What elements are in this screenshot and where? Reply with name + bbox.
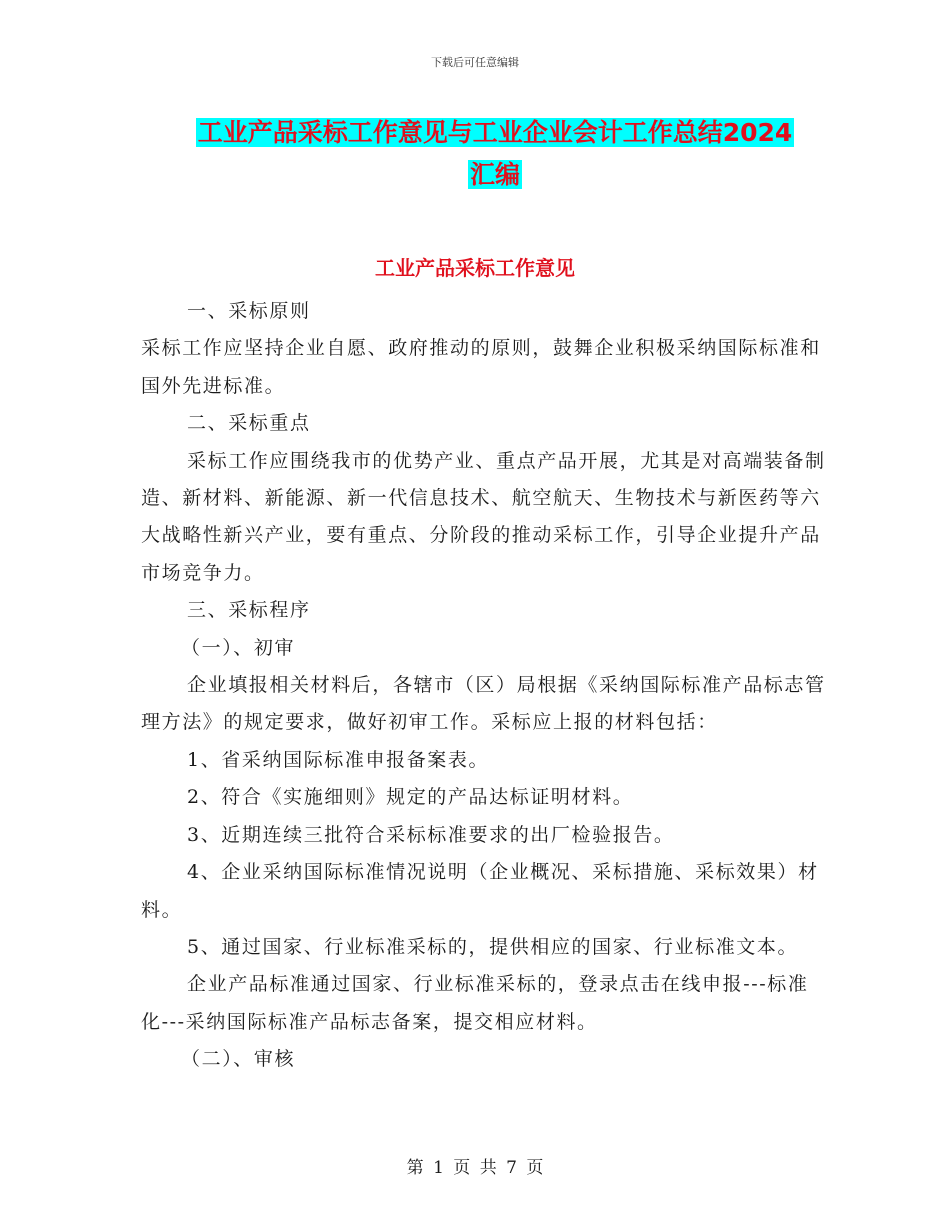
paragraph-initial-review: 企业填报相关材料后，各辖市（区）局根据《采纳国际标准产品标志管理方法》的规定要求，做好初审工作。采标应上报的材料包括： [141, 674, 826, 734]
heading-focus: 二、采标重点 [187, 412, 311, 435]
heading-procedure: 三、采标程序 [187, 599, 311, 622]
paragraph-principle: 采标工作应坚持企业自愿、政府推动的原则，鼓舞企业积极采纳国际标准和国外先进标准。 [141, 337, 821, 397]
page-footer: 第 1 页 共 7 页 [406, 1158, 544, 1178]
heading-initial-review: （一）、初审 [181, 636, 296, 659]
document-body [141, 293, 831, 1079]
heading-audit: （二）、审核 [181, 1048, 296, 1071]
list-item-4: 4、企业采纳国际标准情况说明（企业概况、采标措施、采标效果）材料。 [141, 861, 819, 921]
heading-principle: 一、采标原则 [187, 300, 311, 322]
section-title: 工业产品采标工作意见 [375, 256, 575, 280]
list-item-3: 3、近期连续三批符合采标标准要求的出厂检验报告。 [187, 823, 675, 846]
header-note: 下载后可任意编辑 [431, 56, 519, 69]
list-item-2: 2、符合《实施细则》规定的产品达标证明材料。 [187, 786, 634, 809]
paragraph-focus: 采标工作应围绕我市的优势产业、重点产品开展，尤其是对高端装备制造、新材料、新能源、新一代信息技术、航空航天、生物技术与新医药等六大战略性新兴产业，要有重点、分阶段的推动采标工作，引导企业提升产品市场竞争力。 [141, 449, 826, 584]
title-line-1: 工业产品采标工作意见与工业企业会计工作总结2024 [197, 118, 793, 147]
list-item-1: 1、省采纳国际标准申报备案表。 [187, 748, 490, 771]
title-line-2: 汇编 [469, 160, 520, 189]
paragraph-online-filing: 企业产品标准通过国家、行业标准采标的，登录点击在线申报---标准化---采纳国际标准产品标志备案，提交相应材料。 [141, 973, 809, 1033]
document-title [140, 112, 850, 196]
list-item-5: 5、通过国家、行业标准采标的，提供相应的国家、行业标准文本。 [187, 935, 799, 958]
